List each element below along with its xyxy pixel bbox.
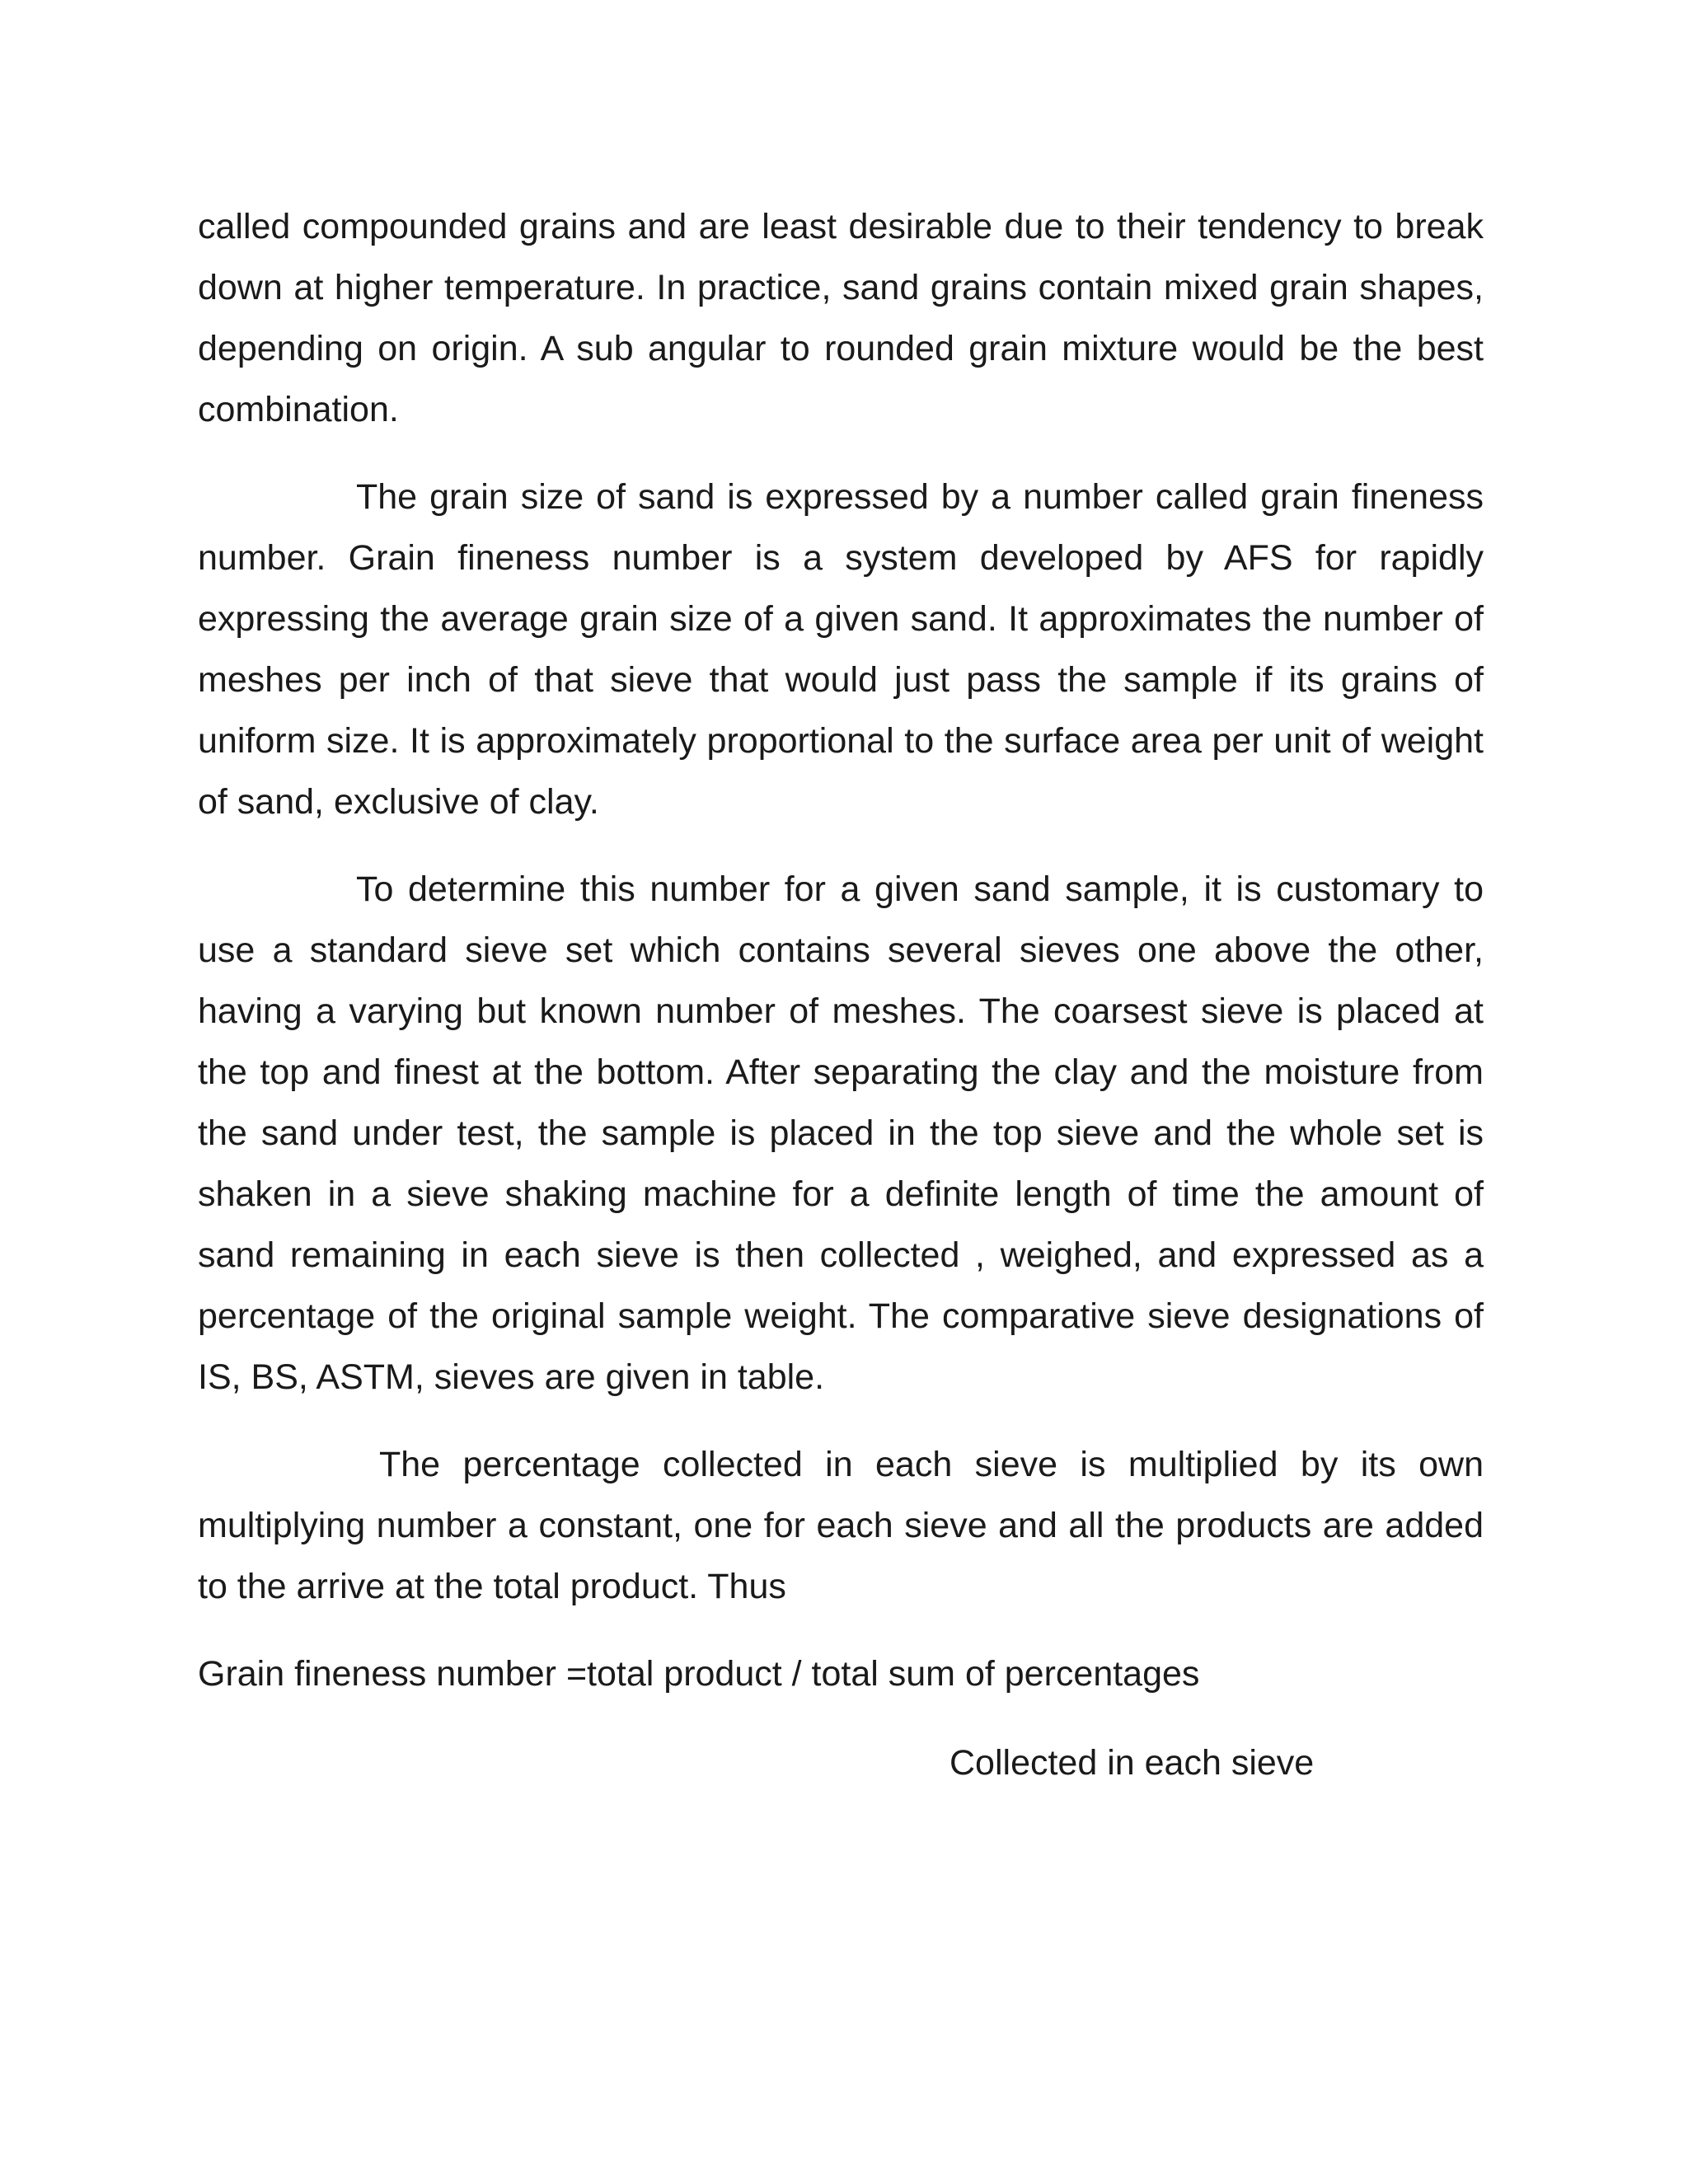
paragraph-sieve-test: To determine this number for a given sand sample, it is customary to use a standard sieve set which contains several sieves one above the other, having a varying but known number of meshes. The coarsest sieve is placed at the top and finest at the bottom. After separating the clay and the moisture from the sand under test, the sample is placed in the top sieve and the whole set is shaken in a sieve shaking machine for a definite length of time the amount of sand remaining in each sieve is then collected , weighed, and expressed as a percentage of the original sample weight. The comparative sieve designations of IS, BS, ASTM, sieves are given in table.: [198, 869, 1484, 1397]
document-body: [198, 196, 1484, 1793]
paragraph-grain-shapes: called compounded grains and are least desirable due to their tendency to break down at higher temperature. In practice, sand grains contain mixed grain shapes, depending on origin. A sub angular to rounded grain mixture would be the best combination.: [198, 207, 1484, 429]
paragraph-total-product: The percentage collected in each sieve is multiplied by its own multiplying number a constant, one for each sieve and all the products are added to the arrive at the total product. Thus: [198, 1445, 1484, 1606]
paragraph-grain-fineness-number: The grain size of sand is expressed by a number called grain fineness number. Grain fineness number is a system developed by AFS for rapidly expressing the average grain size of a given sand. It approximates the number of meshes per inch of that sieve that would just pass the sample if its grains of uniform size. It is approximately proportional to the surface area per unit of weight of sand, exclusive of clay.: [198, 477, 1484, 822]
formula-grain-fineness: Grain fineness number =total product / total sum of percentages: [198, 1654, 1200, 1694]
formula-continuation: Collected in each sieve: [950, 1743, 1315, 1783]
